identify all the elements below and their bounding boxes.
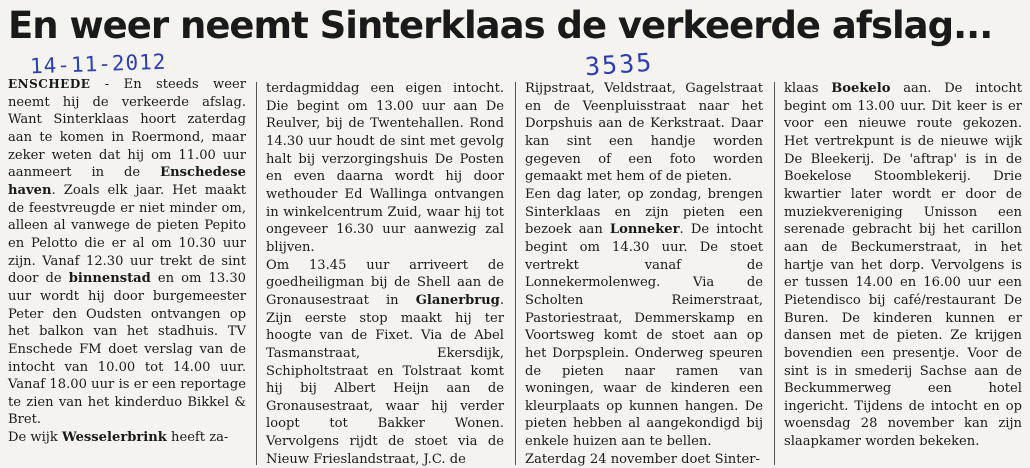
paragraph	[266, 257, 504, 468]
text: heeft za-	[166, 430, 229, 446]
bold-text: Glanerbrug	[415, 292, 500, 308]
text: Een dag later, op zondag, brengen Sinterklaas en zijn pieten een bezoek aan	[525, 186, 763, 238]
text: klaas	[784, 81, 832, 96]
paragraph	[784, 80, 1022, 451]
text: De wijk	[8, 430, 62, 446]
handwritten-number: 3535	[584, 47, 655, 82]
text: aan. De intocht begint om 13.00 uur. Dit keer is er voor een nieuwe route gekozen. Het vertrekpunt is de nieuwe wijk De Bleekerij. De 'aftrap' is in de Boekelose Stoomblekerij. Drie kwartier later wordt er door de muziekvereniging Unisson een serenade gebracht bij het carillon aan de Beckumerstraat, in het hartje van het dorp. Vervolgens is er tussen 14.00 en 16.00 uur een Pietendisco bij café/restaurant De Buren. De kinderen kunnen er dansen met de pieten. Ze krijgen bovendien een presentje. Voor de sint is in smederij Sachse aan de Beckummerweg een hotel ingericht. Tijdens de intocht en op woensdag 28 november kan zijn slaapkamer worden bekeken.	[784, 81, 1022, 450]
bold-text: Lonneker	[609, 222, 680, 238]
column-divider	[515, 82, 516, 465]
paragraph	[525, 186, 763, 451]
handwritten-date: 14-11-2012	[29, 49, 167, 79]
text: Om 13.45 uur arriveert de goedheiligman bij de Shell aan de Gronausestraat in	[266, 257, 504, 308]
bold-text: Wesselerbrink	[61, 430, 167, 446]
column-divider	[256, 82, 257, 465]
headline: En weer neemt Sinterklaas de verkeerde afslag...	[8, 4, 993, 47]
text: - En steeds weer neemt hij de verkeerde afslag. Want Sinterklaas hoort zaterdag aan te komen in Roermond, maar zeker weten dat hij om 11.00 uur aanmeert in de	[8, 77, 246, 181]
article-column-1	[8, 76, 246, 447]
text: . De intocht begint om 14.30 uur. De stoet vertrekt vanaf de Lonnekermolenweg. Via de Scholten Reimerstraat, Pastoriestraat, Demmerskamp en Voortsweg komt de stoet aan op het Dorpsplein. Onderweg speuren de pieten naar ramen van woningen, waar de kinderen een kleurplaats op kunnen hangen. De pieten hebben al aangekondigd bij enkele huizen aan te bellen.	[525, 222, 763, 450]
text: . Zoals elk jaar. Het maakt de feestvreugde er niet minder om, alleen al vanwege de pieten Pepito en Pelotto die er al om 10.30 uur zijn. Vanaf 12.30 uur trekt de sint door de	[8, 182, 246, 287]
paragraph	[8, 76, 246, 429]
article-column-2	[266, 80, 504, 468]
bold-text: binnenstad	[68, 271, 151, 287]
text: . Zijn eerste stop maakt hij ter hoogte van de Fixet. Via de Abel Tasmanstraat, Ekersdijk, Schipholtstraat en Tolstraat komt hij bij Albert Heijn aan de Gronausestraat, waar hij verder loopt tot Bakker Wonen. Vervolgens rijdt de stoet via de Nieuw Frieslandstraat, J.C. de	[266, 292, 504, 467]
bold-text: Boekelo	[831, 81, 891, 96]
bold-text: Enschedese haven	[8, 165, 246, 198]
dateline: ENSCHEDE	[8, 77, 91, 91]
column-divider	[774, 82, 775, 465]
text: en om 13.30 uur wordt hij door burgemeester Peter den Oudsten ontvangen op het balkon van het stadhuis. TV Enschede FM doet verslag van de intocht van 10.00 tot 14.00 uur. Vanaf 18.00 uur is er een reportage te zien van het kinderduo Bikkel & Bret.	[8, 271, 246, 428]
paragraph	[8, 429, 246, 447]
paragraph: Zaterdag 24 november doet Sinter-	[525, 451, 760, 467]
article-column-4	[784, 80, 1022, 451]
article-column-3	[525, 80, 763, 468]
paragraph: Rijpstraat, Veldstraat, Gagelstraat en de Veenpluisstraat naar het Dorpshuis aan de Kerkstraat. Daar kan sint een handje worden gegeven of een foto worden gemaakt met hem of de pieten.	[525, 81, 763, 185]
paragraph: terdagmiddag een eigen intocht. Die begint om 13.00 uur aan De Reulver, bij de Twentehallen. Rond 14.30 uur houdt de sint met gevolg halt bij verzorgingshuis De Posten en even daarna wordt hij door wethouder Ed Wallinga ontvangen in winkelcentrum Zuid, waar hij tot ongeveer 16.30 uur aanwezig zal blijven.	[266, 81, 504, 255]
